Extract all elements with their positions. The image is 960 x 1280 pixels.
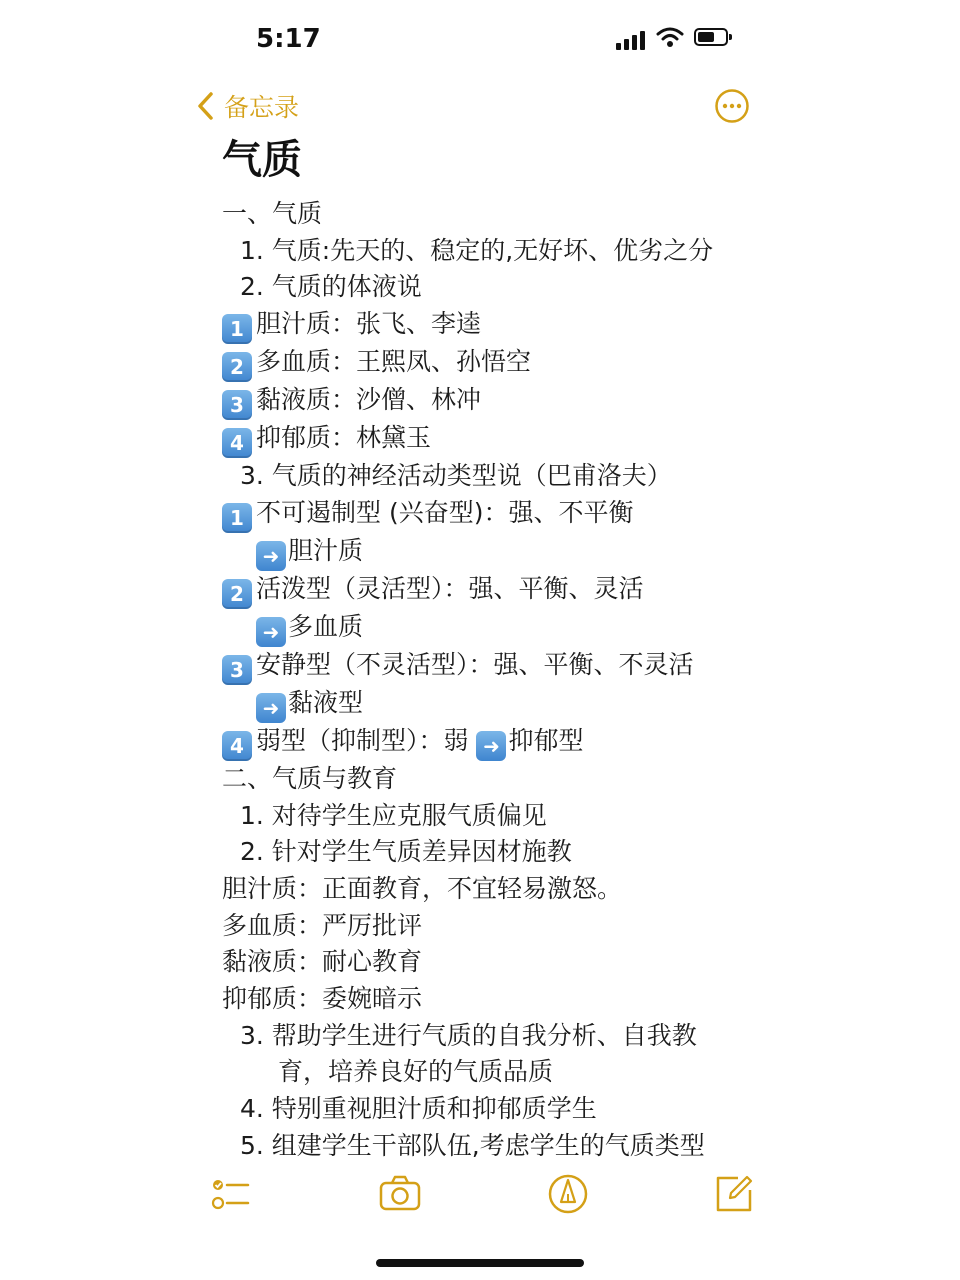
keycap-2-icon: 2 xyxy=(222,579,252,609)
note-line xyxy=(222,196,782,233)
keycap-4-icon: 4 xyxy=(222,428,252,458)
note-line-text: 二、气质与教育 xyxy=(222,763,398,793)
note-line-text: 2. 针对学生气质差异因材施教 xyxy=(240,837,572,867)
note-line xyxy=(222,1018,782,1055)
navigation-bar xyxy=(0,84,960,128)
note-line-text: 安静型（不灵活型）：强、平衡、不灵活 xyxy=(256,649,694,679)
note-line-text: 抑郁质：林黛玉 xyxy=(256,423,432,453)
note-line-text: 黏液型 xyxy=(288,687,364,717)
note-line xyxy=(222,1054,782,1091)
note-line xyxy=(222,834,782,871)
note-line xyxy=(222,344,782,382)
note-line-text: 多血质：王熙凤、孙悟空 xyxy=(256,347,532,377)
note-line xyxy=(222,647,782,685)
cellular-signal-icon xyxy=(616,30,646,50)
note-line xyxy=(222,233,782,270)
note-line-text: 抑郁质：委婉暗示 xyxy=(222,984,423,1014)
compose-icon[interactable] xyxy=(712,1172,756,1216)
back-label: 备忘录 xyxy=(224,93,300,122)
note-line xyxy=(222,269,782,306)
note-line-text: 胆汁质 xyxy=(288,535,364,565)
note-title: 气质 xyxy=(222,137,302,183)
keycap-3-icon: 3 xyxy=(222,390,252,420)
note-line xyxy=(222,723,782,761)
bottom-toolbar xyxy=(0,1172,960,1222)
note-line-text: 4. 特别重视胆汁质和抑郁质学生 xyxy=(240,1094,597,1124)
note-line-text: 黏液质：沙僧、林冲 xyxy=(256,385,482,415)
markup-pen-icon[interactable] xyxy=(546,1172,590,1216)
keycap-3-icon: 3 xyxy=(222,655,252,685)
note-line xyxy=(222,382,782,420)
keycap-4-icon: 4 xyxy=(222,731,252,761)
note-line-text: 抑郁型 xyxy=(508,725,584,755)
right-arrow-icon: ➜ xyxy=(256,541,286,571)
note-line xyxy=(222,1091,782,1128)
note-line-text: 1. 对待学生应克服气质偏见 xyxy=(240,800,547,830)
checklist-icon[interactable] xyxy=(208,1172,252,1216)
note-line-text: 不可遏制型 (兴奋型)：强、不平衡 xyxy=(256,497,634,527)
note-line xyxy=(222,871,782,908)
note-line-text: 多血质 xyxy=(288,611,364,641)
note-line xyxy=(222,1128,782,1165)
right-arrow-icon: ➜ xyxy=(256,693,286,723)
note-line-text: 胆汁质：张飞、李逵 xyxy=(256,309,482,339)
wifi-icon xyxy=(656,26,684,48)
note-line-text: 3. 气质的神经活动类型说（巴甫洛夫） xyxy=(240,461,672,491)
home-indicator[interactable] xyxy=(376,1259,584,1267)
note-line xyxy=(222,908,782,945)
more-options-icon[interactable] xyxy=(714,88,750,124)
note-line xyxy=(222,306,782,344)
note-line-text: 弱型（抑制型）：弱 xyxy=(256,725,477,755)
note-line xyxy=(222,458,782,495)
note-line xyxy=(222,495,782,533)
note-line xyxy=(222,533,782,571)
battery-icon xyxy=(694,28,728,46)
note-line xyxy=(222,798,782,835)
note-line xyxy=(222,981,782,1018)
note-line-text: 一、气质 xyxy=(222,199,323,228)
camera-icon[interactable] xyxy=(378,1172,422,1216)
note-line-text: 多血质：严厉批评 xyxy=(222,910,423,940)
back-button[interactable] xyxy=(196,84,299,128)
right-arrow-icon: ➜ xyxy=(256,617,286,647)
note-line xyxy=(222,685,782,723)
keycap-1-icon: 1 xyxy=(222,503,252,533)
note-lines xyxy=(222,196,782,1165)
note-line-text: 胆汁质：正面教育，不宜轻易激怒。 xyxy=(222,873,623,903)
note-line-text: 活泼型（灵活型）：强、平衡、灵活 xyxy=(256,573,644,603)
keycap-2-icon: 2 xyxy=(222,352,252,382)
note-line-text: 1. 气质:先天的、稳定的,无好坏、优劣之分 xyxy=(240,235,714,265)
note-line xyxy=(222,609,782,647)
note-line xyxy=(222,761,782,798)
note-line xyxy=(222,944,782,981)
keycap-1-icon: 1 xyxy=(222,314,252,344)
note-body[interactable] xyxy=(222,130,782,1165)
chevron-left-icon xyxy=(196,91,214,121)
right-arrow-icon: ➜ xyxy=(476,731,506,761)
note-line-text: 育，培养良好的气质品质 xyxy=(278,1057,554,1087)
status-bar xyxy=(0,0,960,80)
note-line-text: 3. 帮助学生进行气质的自我分析、自我教 xyxy=(240,1020,697,1050)
note-line-text: 5. 组建学生干部队伍,考虑学生的气质类型 xyxy=(240,1130,705,1160)
note-line xyxy=(222,420,782,458)
note-line xyxy=(222,571,782,609)
note-line-text: 2. 气质的体液说 xyxy=(240,272,422,302)
status-time: 5:17 xyxy=(256,24,321,54)
note-line-text: 黏液质：耐心教育 xyxy=(222,947,423,977)
